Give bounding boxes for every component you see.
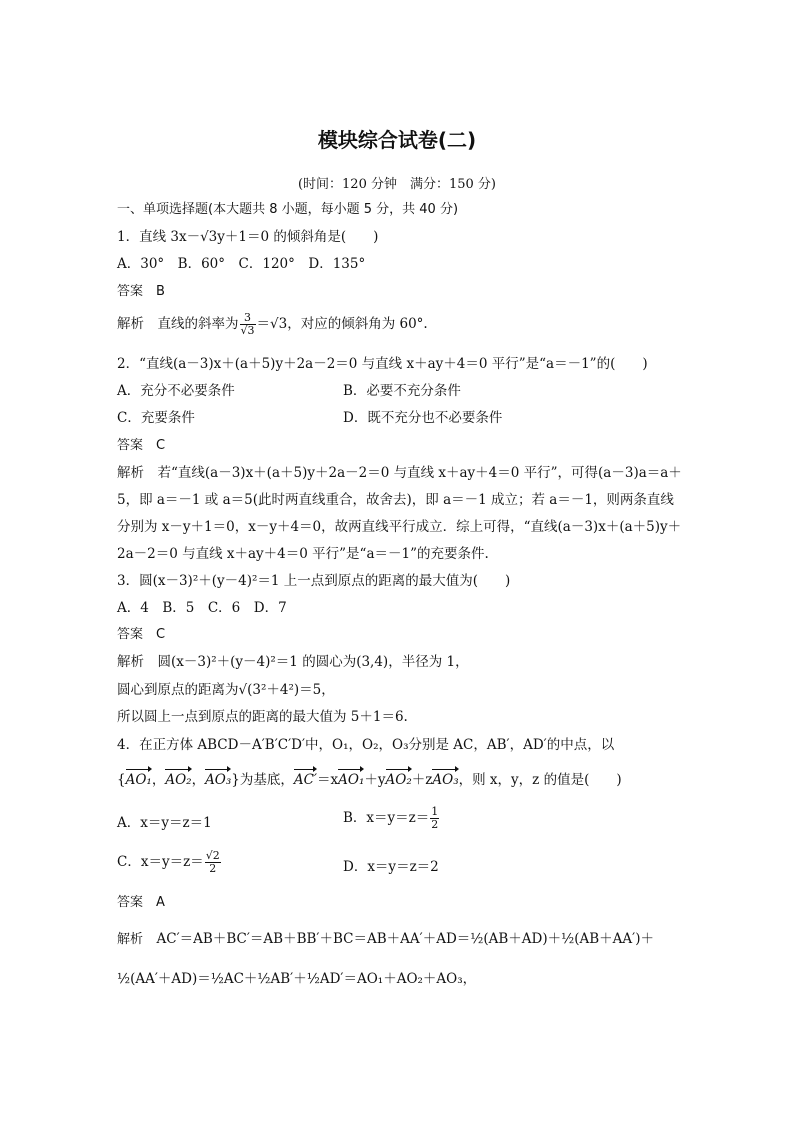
- q4-option-b-text: B．x＝y＝z＝: [343, 810, 430, 826]
- q4-option-c-text: C．x＝y＝z＝: [117, 854, 204, 870]
- q4-option-a: A．x＝y＝z＝1: [117, 815, 212, 831]
- fraction-root2-half: [205, 850, 221, 875]
- q2-analysis-3: 分别为 x－y＋1＝0，x－y＋4＝0，故两直线平行成立．综上可得，“直线(a－3)x＋(a＋5)y＋: [117, 519, 682, 535]
- vector-ao3: AO₃: [205, 772, 232, 788]
- q4-stem-1: 4．在正方体 ABCD－A′B′C′D′中，O₁，O₂，O₃分别是 AC，AB′，AD′的中点，以: [117, 737, 615, 753]
- vector-acc: AC′: [293, 772, 318, 788]
- q2-analysis-4: 2a－2＝0 与直线 x＋ay＋4＝0 平行”是“a＝－1”的充要条件.: [117, 546, 489, 562]
- q4-eq-z: ＋z: [411, 772, 433, 788]
- vector-ao1: AO₁: [125, 772, 152, 788]
- q4-analysis-2: ½(AA′＋AD)＝½AC＋½AB′＋½AD′＝AO₁＋AO₂＋AO₃，: [117, 971, 477, 987]
- q2-option-b: B．必要不充分条件: [343, 383, 461, 399]
- fraction-numerator: 3: [240, 312, 256, 325]
- q4-option-c: [117, 850, 222, 875]
- fraction-half: [430, 806, 439, 831]
- q4-answer: 答案 A: [117, 895, 165, 910]
- q3-analysis-2: 圆心到原点的距离为√(3²＋4²)＝5，: [117, 682, 335, 698]
- q4-option-b: [343, 806, 440, 831]
- q4-option-d: D．x＝y＝z＝2: [343, 859, 439, 875]
- q2-analysis-2: 5，即 a＝－1 或 a＝5(此时两直线重合，故舍去)，即 a＝－1 成立；若 a＝－1，则两条直线: [117, 492, 674, 508]
- fraction-denominator: √3: [240, 324, 255, 337]
- q3-analysis-1: 解析 圆(x－3)²＋(y－4)²＝1 的圆心为(3,4)，半径为 1，: [117, 654, 469, 670]
- q4-analysis-text-1: AC′＝AB＋BC′＝AB＋BB′＋BC＝AB＋AA′＋AD＝½(AB＋AD)＋½(AB＋AA′)＋: [156, 931, 654, 947]
- q1-options: A．30° B．60° C．120° D．135°: [117, 256, 366, 272]
- analysis-label: 解析: [117, 932, 144, 947]
- q3-analysis-3: 所以圆上一点到原点的距离的最大值为 5＋1＝6.: [117, 709, 408, 725]
- q1-answer: 答案 B: [117, 284, 165, 299]
- q2-option-a: A．充分不必要条件: [117, 383, 235, 399]
- q4-brace-open: {: [117, 772, 126, 788]
- page-title: 模块综合试卷(二): [317, 128, 477, 152]
- q3-answer: 答案 C: [117, 627, 166, 642]
- fraction-denominator: 2: [209, 862, 217, 875]
- q4-eq-y: ＋y: [364, 772, 386, 788]
- q1-analysis-text: 解析 直线的斜率为: [117, 316, 239, 332]
- q3-options: A．4 B．5 C．6 D．7: [117, 600, 287, 616]
- fraction: [240, 312, 256, 337]
- q3-stem: 3．圆(x－3)²＋(y－4)²＝1 上一点到原点的距离的最大值为( ): [117, 573, 511, 589]
- q4-stem-2: {AO₁，AO₂，AO₃}为基底，AC′＝xAO₁＋yAO₂＋zAO₃，则 x，y，z 的值是( ): [117, 772, 622, 788]
- q4-stem-tail: ，则 x，y，z 的值是( ): [458, 772, 622, 788]
- fraction-numerator: 1: [431, 805, 439, 818]
- q1-analysis-text-2: ＝√3，对应的倾斜角为 60°.: [256, 316, 428, 332]
- q4-basis-text: }为基底，: [231, 772, 294, 788]
- q1-analysis: [117, 312, 428, 337]
- exam-subtitle: (时间：120 分钟 满分：150 分): [297, 177, 497, 192]
- vector-ao3-b: AO₃: [432, 772, 459, 788]
- q2-option-d: D．既不充分也不必要条件: [343, 410, 503, 426]
- q1-stem: 1．直线 3x－√3y＋1＝0 的倾斜角是( ): [117, 229, 379, 245]
- vector-ao2-b: AO₂: [385, 772, 412, 788]
- fraction-numerator: √2: [205, 849, 220, 862]
- q2-option-c: C．充要条件: [117, 410, 195, 426]
- vector-ao2: AO₂: [165, 772, 192, 788]
- q2-analysis-1: 解析 若“直线(a－3)x＋(a＋5)y＋2a－2＝0 与直线 x＋ay＋4＝0 平行”，可得(a－3)a＝a＋: [117, 465, 682, 481]
- q2-answer: 答案 C: [117, 438, 166, 453]
- section-heading: 一、单项选择题(本大题共 8 小题，每小题 5 分，共 40 分): [117, 202, 459, 217]
- q4-eq-x: ＝x: [317, 772, 339, 788]
- fraction-denominator: 2: [431, 818, 439, 831]
- q4-analysis-1: [117, 930, 654, 949]
- q2-stem: 2．“直线(a－3)x＋(a＋5)y＋2a－2＝0 与直线 x＋ay＋4＝0 平行”是“a＝－1”的( ): [117, 356, 648, 372]
- vector-ao1-b: AO₁: [338, 772, 365, 788]
